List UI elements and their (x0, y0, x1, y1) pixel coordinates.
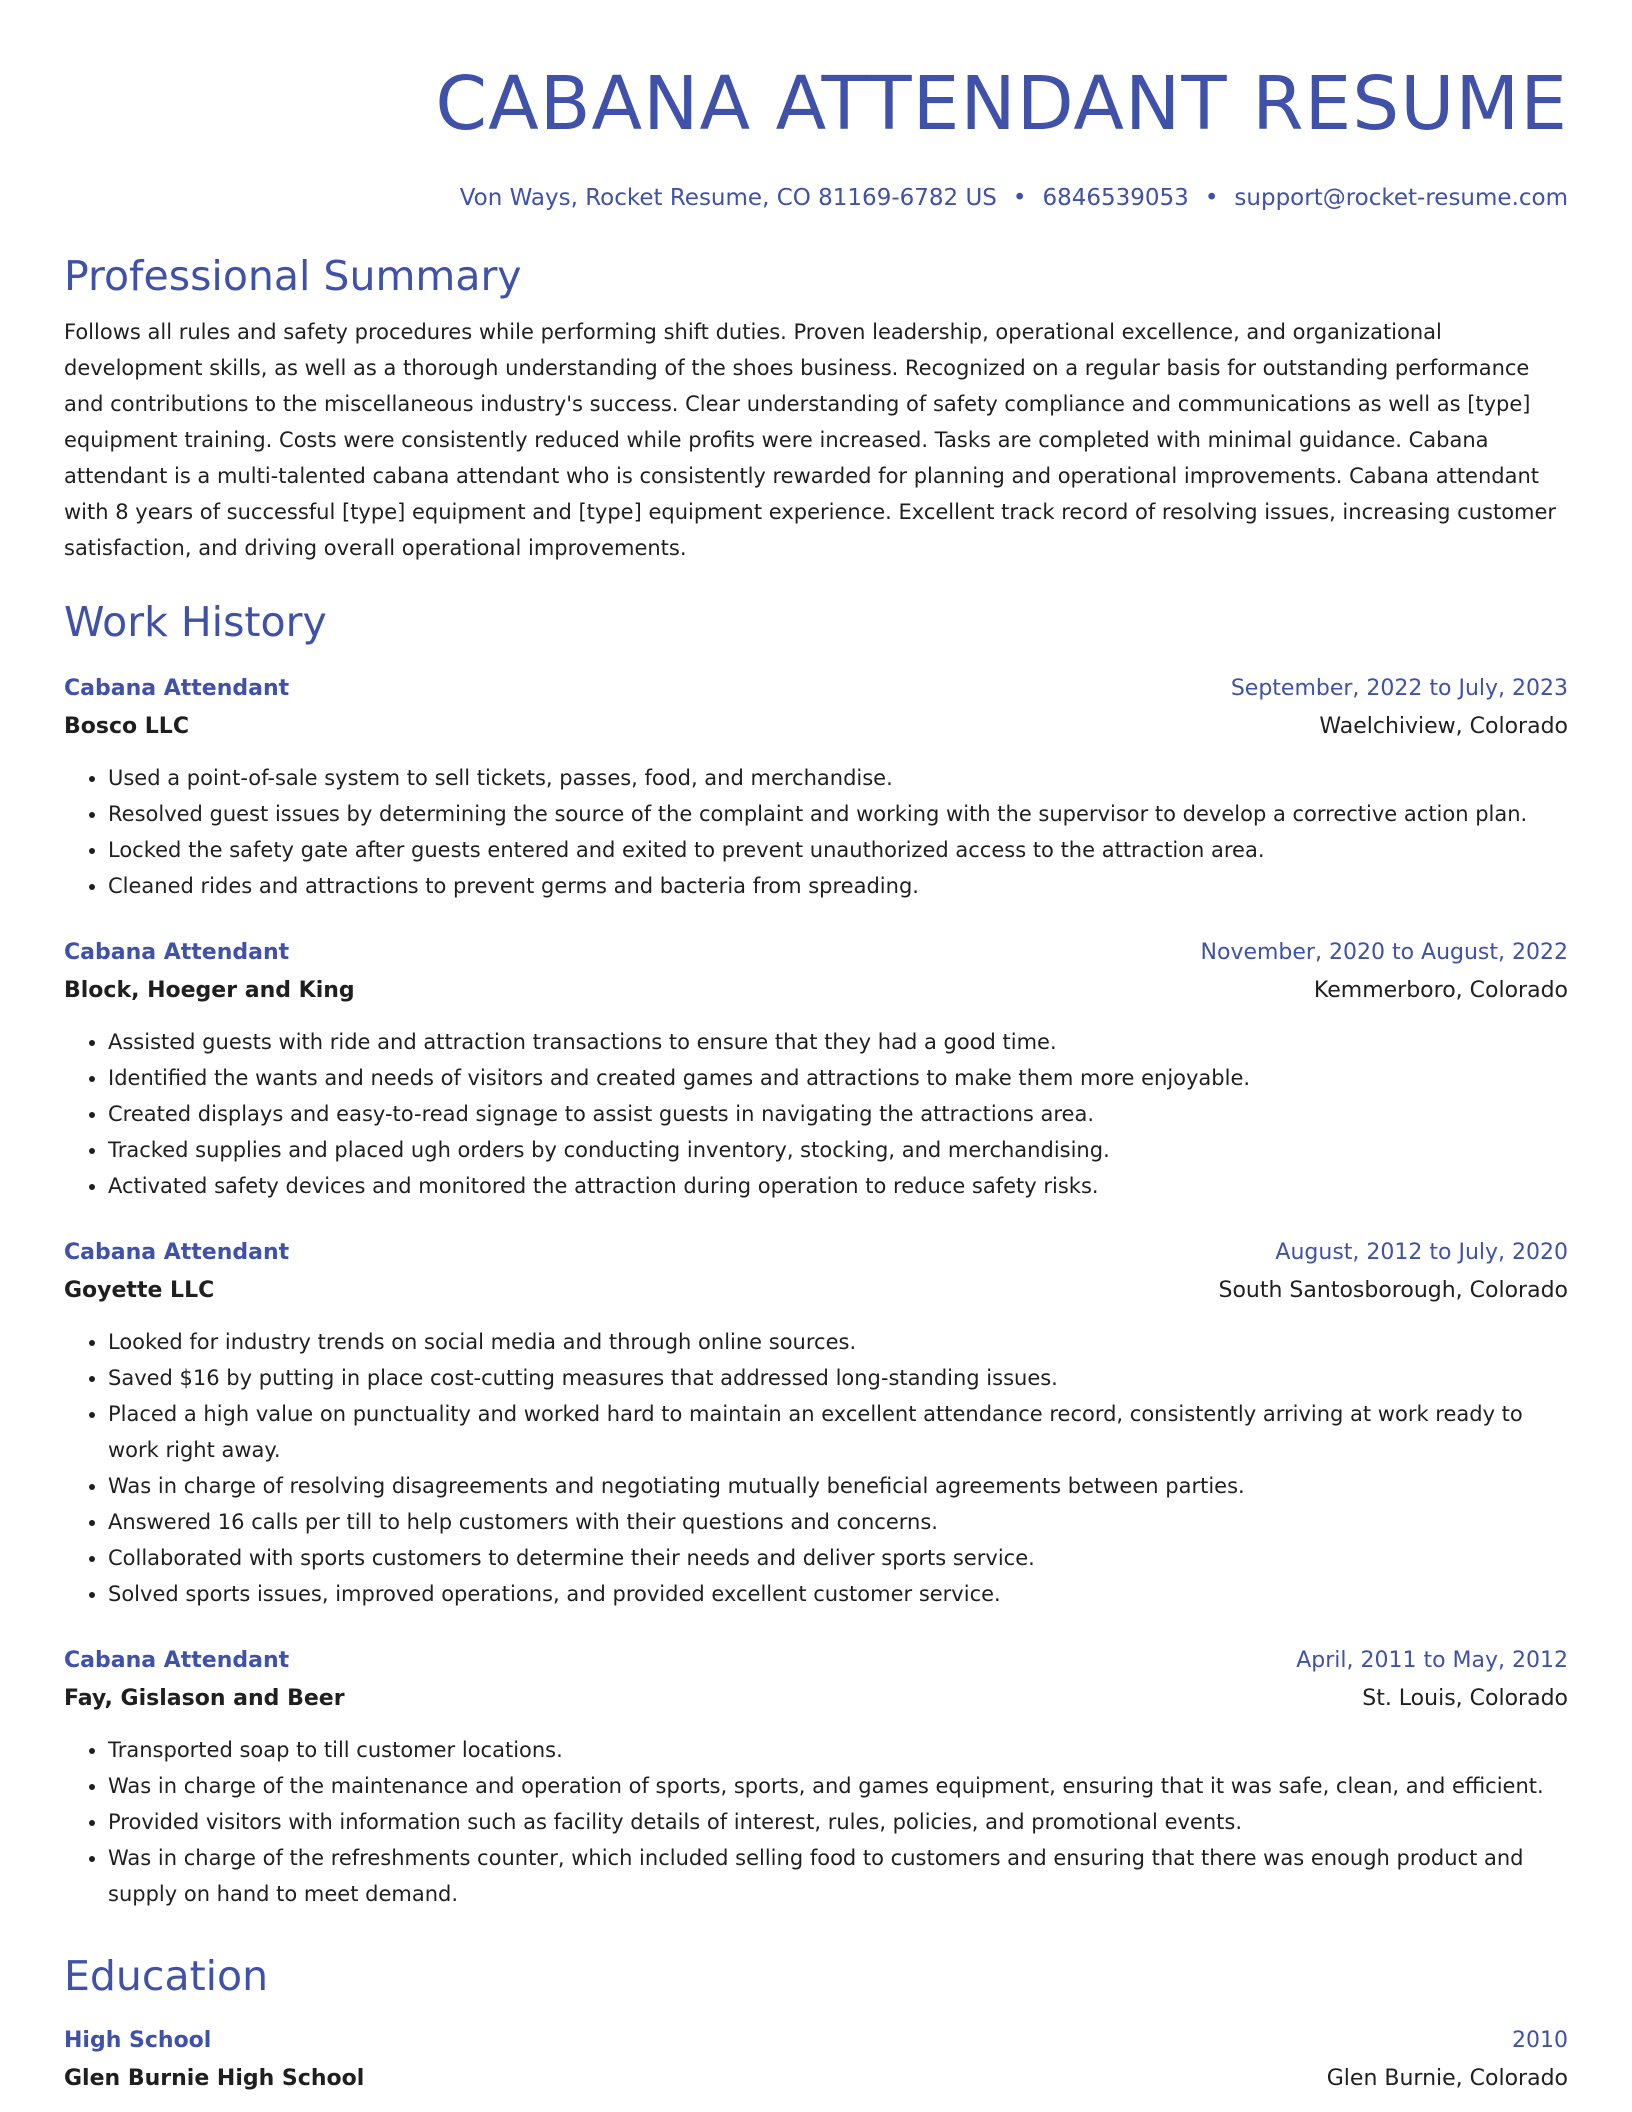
job-bullets (64, 760, 1568, 904)
job-entry (64, 934, 1568, 1204)
job-location: South Santosborough, Colorado (1218, 1278, 1568, 1303)
summary-text: Follows all rules and safety procedures while performing shift duties. Proven leadership, operational excellence, and organizational development skills, as well as a thorough understanding of the shoes business. Recognized on a regular basis for outstanding performance and contributions to the miscellaneous industry's success. Clear understanding of safety compliance and communications as well as [type] equipment training. Costs were consistently reduced while profits were increased. Tasks are completed with minimal guidance. Cabana attendant is a multi-talented cabana attendant who is consistently rewarded for planning and operational improvements. Cabana attendant with 8 years of successful [type] equipment and [type] equipment experience. Excellent track record of resolving issues, increasing customer satisfaction, and driving overall operational improvements. (64, 320, 1557, 560)
education-entry (64, 2022, 1568, 2098)
job-dates: August, 2012 to July, 2020 (1275, 1240, 1568, 1265)
job-bullet: • Created displays and easy-to-read signage to assist guests in navigating the attractions area. (108, 1096, 1568, 1132)
job-title: Cabana Attendant (64, 940, 290, 965)
contact-separator: • (1204, 185, 1219, 211)
job-title: Cabana Attendant (64, 676, 290, 701)
job-bullet: • Looked for industry trends on social media and through online sources. (108, 1324, 1568, 1360)
job-bullet: • Activated safety devices and monitored the attraction during operation to reduce safety risks. (108, 1168, 1568, 1204)
contact-phone: 6846539053 (1042, 185, 1189, 211)
job-location: Kemmerboro, Colorado (1313, 978, 1568, 1003)
contact-email[interactable]: support@rocket-resume.com (1234, 185, 1568, 211)
job-bullet: • Identified the wants and needs of visitors and created games and attractions to make them more enjoyable. (108, 1060, 1568, 1096)
work-history-list (64, 670, 1568, 1912)
job-entry (64, 1234, 1568, 1612)
job-location: Waelchiview, Colorado (1319, 714, 1568, 739)
job-bullet: • Used a point-of-sale system to sell tickets, passes, food, and merchandise. (108, 760, 1568, 796)
job-title: Cabana Attendant (64, 1240, 290, 1265)
job-location: St. Louis, Colorado (1362, 1686, 1568, 1711)
resume-title: CABANA ATTENDANT RESUME (435, 61, 1568, 147)
job-company: Bosco LLC (64, 714, 189, 739)
job-bullet: • Tracked supplies and placed ugh orders by conducting inventory, stocking, and merchandising. (108, 1132, 1568, 1168)
job-entry (64, 670, 1568, 904)
contact-separator: • (1012, 185, 1027, 211)
contact-line (64, 182, 1568, 214)
resume-page (64, 0, 1568, 2098)
education-location: Glen Burnie, Colorado (1326, 2066, 1568, 2091)
job-title: Cabana Attendant (64, 1648, 290, 1673)
job-bullet: • Locked the safety gate after guests entered and exited to prevent unauthorized access to the attraction area. (108, 832, 1568, 868)
education-school: Glen Burnie High School (64, 2066, 365, 2091)
work-history-heading: Work History (64, 598, 327, 646)
job-bullets (64, 1024, 1568, 1204)
contact-address: Von Ways, Rocket Resume, CO 81169-6782 US (459, 185, 997, 211)
job-bullet: • Saved $16 by putting in place cost-cutting measures that addressed long-standing issues. (108, 1360, 1568, 1396)
job-bullet: • Cleaned rides and attractions to prevent germs and bacteria from spreading. (108, 868, 1568, 904)
job-bullet: • Was in charge of the refreshments counter, which included selling food to customers and ensuring that there was enough product and supply on hand to meet demand. (108, 1840, 1568, 1912)
job-company: Goyette LLC (64, 1278, 215, 1303)
job-bullet: • Answered 16 calls per till to help customers with their questions and concerns. (108, 1504, 1568, 1540)
job-company: Fay, Gislason and Beer (64, 1686, 345, 1711)
job-bullet: • Provided visitors with information such as facility details of interest, rules, policies, and promotional events. (108, 1804, 1568, 1840)
job-entry (64, 1642, 1568, 1912)
job-bullet: • Resolved guest issues by determining the source of the complaint and working with the supervisor to develop a corrective action plan. (108, 796, 1568, 832)
job-dates: April, 2011 to May, 2012 (1296, 1648, 1568, 1673)
job-bullet: • Placed a high value on punctuality and worked hard to maintain an excellent attendance record, consistently arriving at work ready to work right away. (108, 1396, 1568, 1468)
job-bullet: • Transported soap to till customer locations. (108, 1732, 1568, 1768)
education-heading: Education (64, 1952, 269, 2000)
education-year: 2010 (1512, 2028, 1568, 2053)
job-bullet: • Solved sports issues, improved operations, and provided excellent customer service. (108, 1576, 1568, 1612)
job-bullets (64, 1732, 1568, 1912)
job-bullet: • Assisted guests with ride and attraction transactions to ensure that they had a good time. (108, 1024, 1568, 1060)
job-bullet: • Collaborated with sports customers to determine their needs and deliver sports service. (108, 1540, 1568, 1576)
summary-heading: Professional Summary (64, 252, 522, 300)
job-company: Block, Hoeger and King (64, 978, 355, 1003)
job-dates: November, 2020 to August, 2022 (1200, 940, 1568, 965)
job-dates: September, 2022 to July, 2023 (1230, 676, 1568, 701)
job-bullets (64, 1324, 1568, 1612)
job-bullet: • Was in charge of the maintenance and operation of sports, sports, and games equipment, ensuring that it was safe, clean, and efficient. (108, 1768, 1568, 1804)
job-bullet: • Was in charge of resolving disagreements and negotiating mutually beneficial agreements between parties. (108, 1468, 1568, 1504)
education-degree: High School (64, 2028, 212, 2053)
